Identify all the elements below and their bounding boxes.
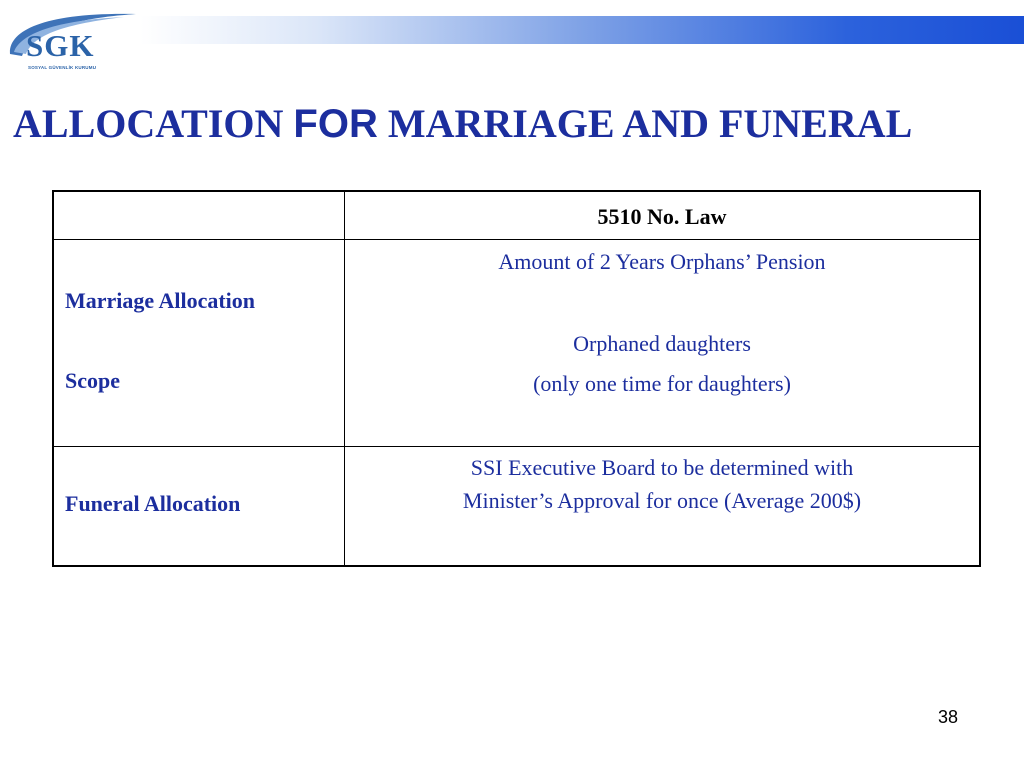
- funeral-allocation-label: Funeral Allocation: [65, 491, 241, 516]
- title-part-1: ALLOCATION: [13, 101, 294, 146]
- row-label-cell: [53, 240, 345, 447]
- row-value-cell: [345, 447, 981, 567]
- table-row: [53, 447, 980, 567]
- row-label-cell: [53, 447, 345, 567]
- logo-subtitle: SOSYAL GÜVENLİK KURUMU: [28, 65, 97, 70]
- page-number: 38: [938, 707, 959, 727]
- header-law-label: 5510 No. Law: [597, 204, 727, 229]
- title-part-3: MARRIAGE AND FUNERAL: [377, 101, 913, 146]
- scope-line-1: Orphaned daughters: [573, 331, 751, 356]
- funeral-allocation-line-2: Minister’s Approval for once (Average 200$): [462, 488, 862, 513]
- header-cell-law: [345, 191, 981, 240]
- table-row: [53, 240, 980, 447]
- marriage-allocation-label: Marriage Allocation: [65, 288, 256, 313]
- table-header-row: [53, 191, 980, 240]
- row-value-cell: [345, 240, 981, 447]
- allocation-table: [52, 190, 981, 567]
- sgk-logo: [6, 8, 140, 74]
- scope-line-2: (only one time for daughters): [533, 371, 791, 396]
- scope-label: Scope: [65, 368, 120, 393]
- funeral-allocation-line-1: SSI Executive Board to be determined with: [470, 455, 854, 480]
- header-cell-empty: [53, 191, 345, 240]
- header-gradient-bar: [140, 16, 1024, 44]
- marriage-allocation-amount: Amount of 2 Years Orphans’ Pension: [498, 249, 826, 274]
- title-part-2: FOR: [293, 102, 378, 146]
- slide-title: [13, 96, 1018, 152]
- logo-text: SGK: [26, 28, 95, 63]
